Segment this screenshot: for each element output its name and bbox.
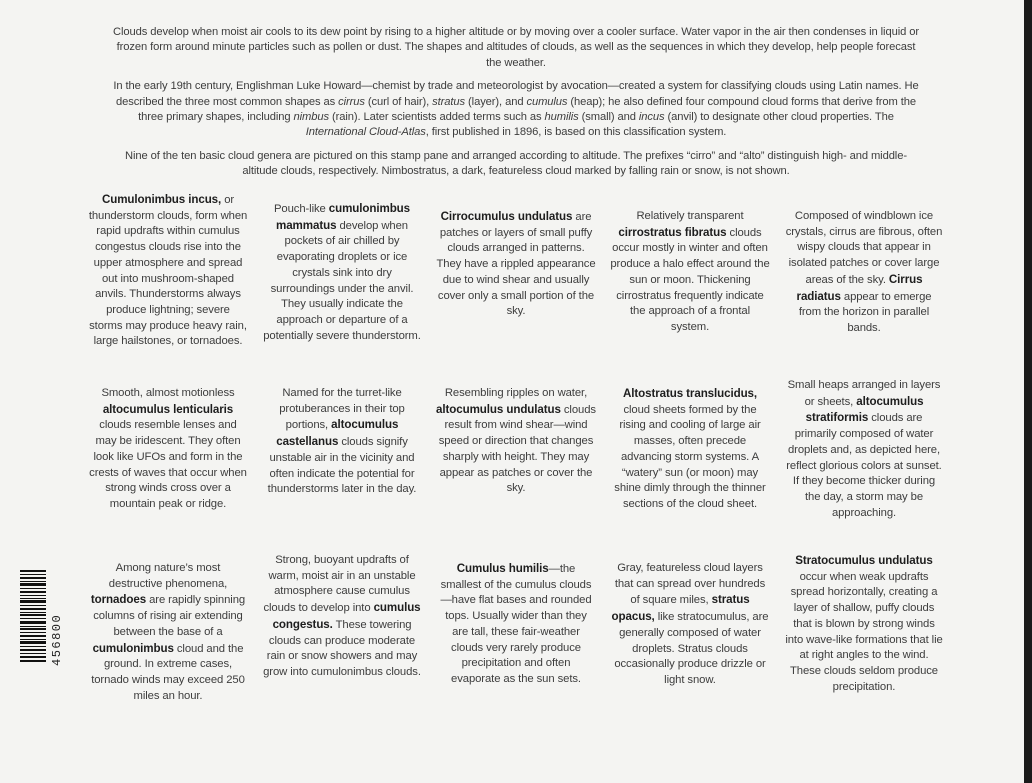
description-text: Strong, buoyant updrafts of warm, moist air in an unstable atmosphere cause cumulus clouds to develop into: [263, 554, 416, 615]
description-text: Named for the turret-like protuberances in their top portions,: [279, 387, 405, 432]
description-text: occur when weak updrafts spread horizontally, creating a layer of shallow, puffy clouds that is blown by strong winds into wave-like formations that lie at right angles to the wind. These clouds seldom produce precipitation.: [785, 570, 943, 693]
description-text: are patches or layers of small puffy clouds arranged in patterns. They have a rippled appearance due to wind shear and usually cover only a small portion of the sky.: [436, 211, 596, 318]
intro-text-run: (heap); he also defined four compound cloud forms that derive from the three primary shapes, including: [138, 95, 917, 124]
cloud-name: cirrostratus fibratus: [618, 225, 727, 239]
cloud-description-tornadoes: [88, 561, 248, 704]
description-text: develop when pockets of air chilled by evaporating droplets or ice crystals sink into dry surroundings under the anvil. They usually indicate the approach or departure of a potentially severe thunderstorm.: [263, 219, 421, 342]
intro-text-run: (small) and: [578, 111, 639, 124]
cloud-name: Cumulonimbus incus,: [101, 193, 222, 206]
cloud-description-cirrostratus-fibratus: [610, 209, 770, 336]
cloud-description-cumulonimbus-incus: [88, 192, 248, 350]
cloud-description-altocumulus-stratiformis: [784, 378, 944, 521]
description-text: cloud and the ground. In extreme cases, tornado winds may exceed 250 miles an hour.: [91, 642, 245, 702]
cloud-name: altocumulus lenticularis: [102, 402, 234, 416]
description-text: or thunderstorm clouds, form when rapid updrafts within cumulus congestus clouds rise into the upper atmosphere and spread out into mushroom-shaped anvils. Thunderstorms always produce lightning; severe storms may produce heavy rain, large hailstones, or tornadoes.: [88, 194, 248, 348]
intro-text: [110, 25, 922, 188]
barcode-number: 456800: [50, 613, 64, 666]
description-text: clouds are primarily composed of water droplets and, as depicted here, reflect glorious colors at sunset. If they become thicker during the day, a storm may be approaching.: [786, 412, 942, 519]
cloud-description-altocumulus-lenticularis: [88, 386, 248, 513]
intro-text-run: (rain). Later scientists added terms such as: [328, 111, 545, 124]
term-cloud-atlas: International Cloud-Atlas: [305, 126, 426, 139]
description-text: Pouch-like: [273, 203, 329, 215]
cloud-name: altocumulus castellanus: [276, 418, 399, 449]
description-text: Composed of windblown ice crystals, cirrus are fibrous, often wispy clouds that appear in isolated patches or cover large areas of the sky.: [785, 210, 943, 286]
term-stratus: stratus: [432, 95, 466, 108]
cloud-name: tornadoes: [90, 593, 147, 607]
cloud-description-cumulonimbus-mammatus: [262, 201, 422, 344]
cloud-description-cumulus-humilis: [436, 561, 596, 688]
term-cirrus: cirrus: [338, 95, 365, 108]
cloud-name: cumulonimbus: [92, 641, 174, 655]
intro-text-run: (layer), and: [465, 95, 527, 108]
description-text: These towering clouds can produce moderate rain or snow showers and may grow into cumulonimbus clouds.: [263, 618, 421, 678]
intro-text-run: (anvil) to designate other cloud properties. The: [664, 111, 894, 124]
cloud-name: Cirrocumulus undulatus: [440, 210, 573, 223]
page-edge: [1024, 0, 1032, 783]
description-text: like stratocumulus, are generally composed of water droplets. Stratus clouds occasionally produce drizzle or light snow.: [614, 611, 769, 686]
description-text: clouds occur mostly in winter and often produce a halo effect around the sun or moon. Thickening cirrostratus frequently indicate the approach of a frontal system.: [610, 226, 770, 333]
intro-paragraph-2: [110, 79, 922, 141]
cloud-description-cirrocumulus-undulatus: [436, 209, 596, 320]
description-text: Resembling ripples on water,: [444, 387, 588, 399]
intro-text-run: In the early 19th century, Englishman Luke Howard—chemist by trade and meteorologist by avocation—created a system for classifying clouds using Latin names. He described the three most common shapes as: [113, 80, 919, 108]
description-text: clouds signify unstable air in the vicinity and often indicate the potential for thunderstorms later in the day.: [267, 436, 417, 496]
cloud-name: altocumulus undulatus: [436, 402, 561, 416]
cloud-name: Altostratus translucidus,: [622, 387, 758, 400]
cloud-description-cumulus-congestus: [262, 553, 422, 681]
intro-text-run: (curl of hair),: [364, 95, 433, 108]
term-incus: incus: [638, 111, 665, 124]
term-humilis: humilis: [544, 111, 579, 124]
cloud-description-cirrus-radiatus: [784, 209, 944, 337]
cloud-name: Cirrus radiatus: [796, 272, 923, 303]
cloud-name: Stratocumulus undulatus: [795, 554, 933, 567]
description-text: cloud sheets formed by the rising and cooling of large air masses, often precede advancing storm systems. A “watery” sun (or moon) may shine dimly through the thinner sections of the cloud sheet.: [614, 403, 766, 510]
cloud-description-altocumulus-castellanus: [262, 386, 422, 498]
description-text: appear to emerge from the horizon in parallel bands.: [798, 290, 932, 334]
term-cumulus: cumulus: [526, 95, 568, 108]
description-text: Gray, featureless cloud layers that can spread over hundreds of square miles,: [614, 562, 766, 607]
description-text: clouds resemble lenses and may be iridescent. They often look like UFOs and form in the crests of waves that occur when strong winds cross over a mountain peak or ridge.: [89, 419, 247, 510]
term-nimbus: nimbus: [293, 111, 329, 124]
cloud-name: stratus opacus,: [611, 593, 750, 624]
description-text: Small heaps arranged in layers or sheets,: [787, 379, 941, 408]
description-text: Among nature’s most destructive phenomena,: [108, 562, 228, 590]
cloud-name: cumulus congestus.: [272, 601, 421, 631]
cloud-description-altostratus-translucidus: [610, 386, 770, 513]
cloud-name: cumulonimbus mammatus: [276, 202, 411, 232]
barcode-icon: [20, 570, 46, 662]
cloud-name: Cumulus humilis: [456, 562, 549, 575]
intro-text-run: , first published in 1896, is based on this classification system.: [425, 126, 727, 139]
description-text: clouds result from wind shear—wind speed or direction that changes sharply with height. They may appear as patches or cover the sky.: [438, 403, 596, 495]
description-text: are rapidly spinning columns of rising air extending between the base of a: [93, 594, 246, 638]
cloud-description-stratus-opacus: [610, 561, 770, 689]
cloud-description-stratocumulus-undulatus: [784, 553, 944, 695]
description-text: —the smallest of the cumulus clouds—have flat bases and rounded tops. Usually wider than they are tall, these fair-weather clouds very rarely produce precipitation and often evaporate as the sun sets.: [440, 563, 592, 685]
cloud-description-altocumulus-undulatus: [436, 386, 596, 497]
description-text: Smooth, almost motionless: [101, 387, 235, 399]
description-text: Relatively transparent: [636, 210, 744, 222]
intro-paragraph-3: Nine of the ten basic cloud genera are pictured on this stamp pane and arranged according to altitude. The prefixes “cirro” and “alto” distinguish high- and middle-altitude clouds, respectively. Nimbostratus, a dark, featureless cloud marked by falling rain or snow, is not shown.: [125, 149, 907, 178]
cloud-name: altocumulus stratiformis: [805, 394, 924, 425]
intro-paragraph-1: Clouds develop when moist air cools to its dew point by rising to a higher altitude or by moving over a cooler surface. Water vapor in the air then condenses in liquid or frozen form around minute particles such as pollen or dust. The shapes and altitudes of clouds, as well as the sequences in which they develop, help people forecast the weather.: [113, 26, 919, 69]
